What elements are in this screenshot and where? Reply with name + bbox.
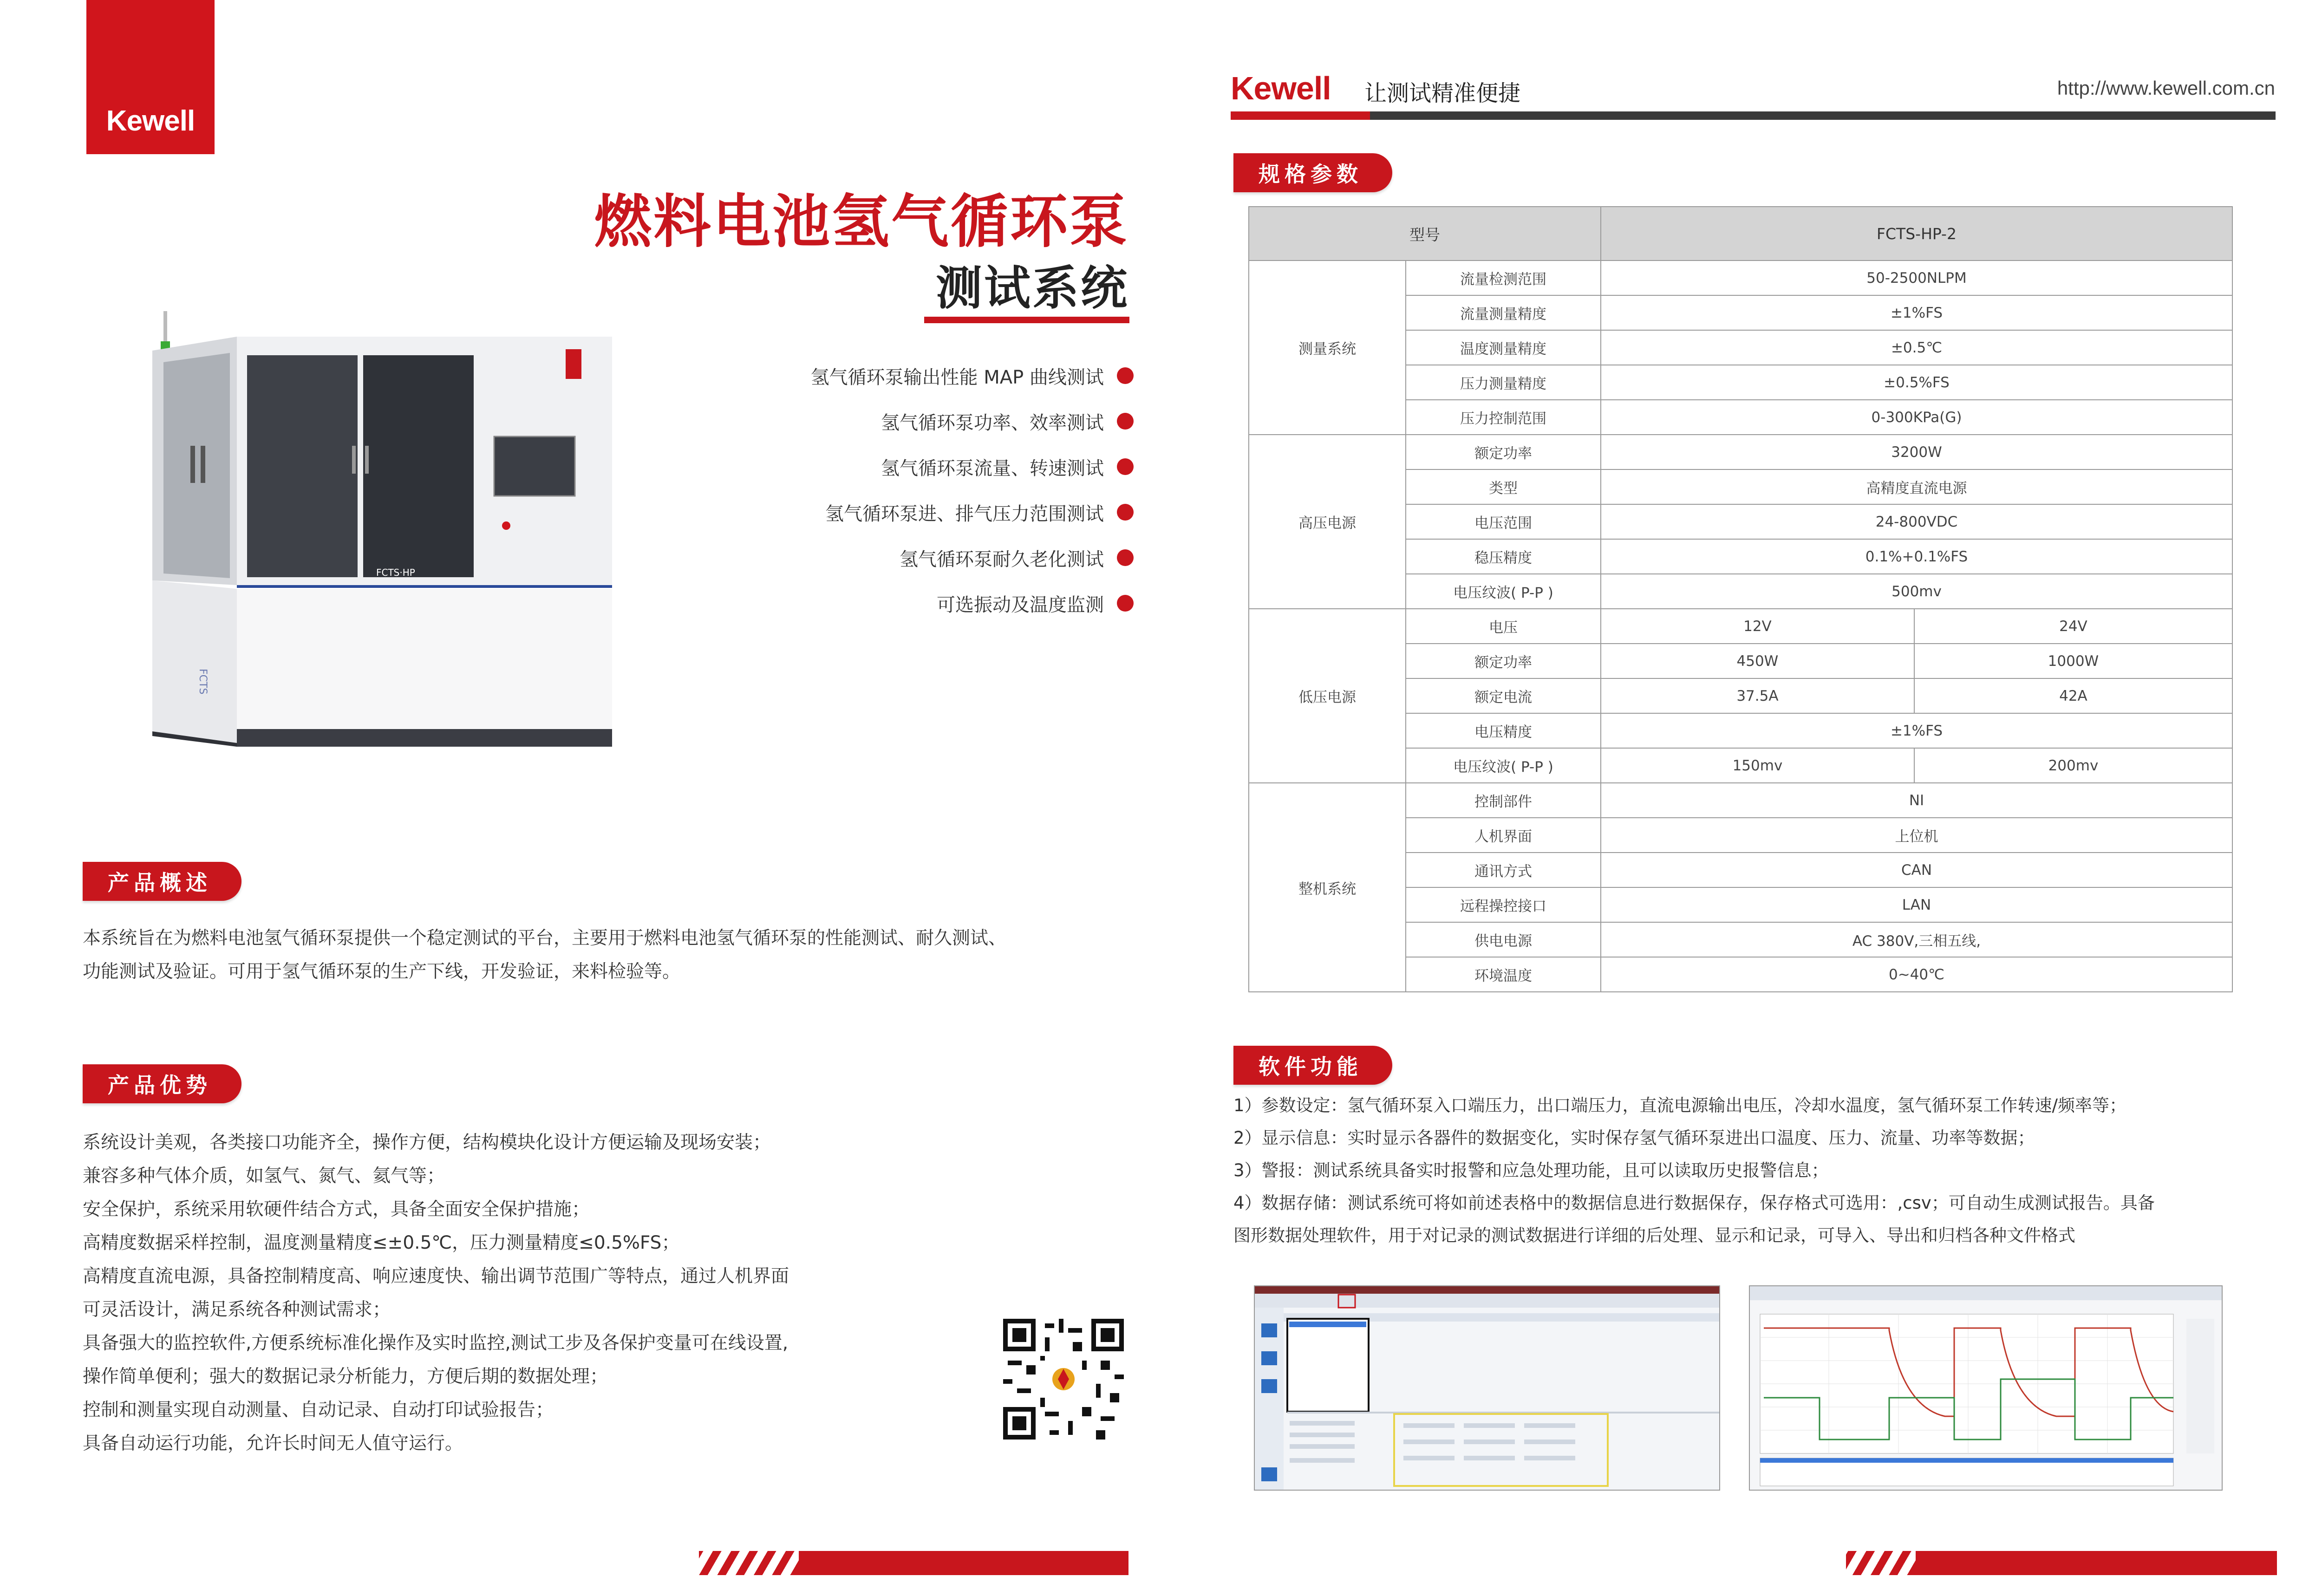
table-row: 额定电流 37.5A 42A [1249, 678, 2232, 713]
header-url-link[interactable]: http://www.kewell.com.cn [2057, 77, 2275, 99]
bullet-dot-icon [1117, 458, 1134, 475]
qr-code[interactable] [1003, 1319, 1124, 1440]
bullet-dot-icon [1117, 504, 1134, 521]
brand-logo-tab [86, 0, 215, 154]
header-divider [1231, 111, 2276, 120]
overview-text: 本系统旨在为燃料电池氢气循环泵提供一个稳定测试的平台，主要用于燃料电池氢气循环泵的性能测试、耐久测试、 功能测试及验证。可用于氢气循环泵的生产下线，开发验证，来料检验等。 [83, 928, 1007, 982]
table-header-row: 型号 FCTS-HP-2 [1249, 207, 2232, 261]
page-subtitle: 测试系统 [936, 261, 1129, 315]
header-divider-accent [1231, 111, 1370, 120]
table-row: 测量系统 流量检测范围 50-2500NLPM [1249, 261, 2232, 295]
table-row: 电压精度 ±1%FS [1249, 713, 2232, 748]
table-row: 电压纹波( P-P ) 150mv 200mv [1249, 748, 2232, 783]
table-row: 电压范围 24-800VDC [1249, 504, 2232, 539]
table-row: 稳压精度 0.1%+0.1%FS [1249, 539, 2232, 574]
product-machine-image [135, 297, 627, 757]
bullet-dot-icon [1117, 595, 1134, 612]
footer-stripe-left [699, 1551, 1128, 1575]
spec-table [1248, 206, 2233, 992]
table-row: 温度测量精度 ±0.5℃ [1249, 330, 2232, 365]
feature-item: 氢气循环泵输出性能 MAP 曲线测试 [623, 353, 1134, 398]
header-slogan: 让测试精准便捷 [1364, 80, 1521, 106]
machine-side-label: FCTS [197, 669, 209, 695]
footer-stripe-right [1846, 1551, 2277, 1575]
feature-item: 氢气循环泵进、排气压力范围测试 [623, 489, 1134, 535]
table-row: 流量测量精度 ±1%FS [1249, 295, 2232, 330]
table-row: 通讯方式 CAN [1249, 853, 2232, 887]
feature-item: 氢气循环泵流量、转速测试 [623, 444, 1134, 489]
table-row: 远程操控接口 LAN [1249, 887, 2232, 922]
table-row: 高压电源 额定功率 3200W [1249, 435, 2232, 469]
bullet-dot-icon [1117, 413, 1134, 430]
feature-item: 可选振动及温度监测 [623, 580, 1134, 626]
software-heading: 软件功能 [1233, 1046, 1392, 1085]
table-row: 低压电源 电压 12V 24V [1249, 609, 2232, 644]
advantages-text: 系统设计美观，各类接口功能齐全，操作方便，结构模块化设计方便运输及现场安装； 兼容多种气体介质，如氢气、氮气、氦气等； 安全保护，系统采用软硬件结合方式，具备全面安全保护措施； 高精度数据采样控制，温度测量精度≤±0.5℃，压力测量精度≤0.5%FS； 高精度直流电源，具备控制精度高、响应速度快、输出调节范围广等特点，通过人机界面 可灵活设计，满足系统各种测试需求； 具备强大的监控软件,方便系统标准化操作及实时监控,测试工步及各保护变量可在线设置, 操作简单便利；强大的数据记录分析能力，方便后期的数据处理； 控制和测量实现自动测量、自动记录、自动打印试验报告； 具备自动运行功能，允许长时间无人值守运行。 [83, 1132, 789, 1454]
table-row: 人机界面 上位机 [1249, 818, 2232, 853]
header-brand-logo: Kewell [1231, 70, 1331, 106]
table-row: 压力控制范围 0-300KPa(G) [1249, 400, 2232, 435]
feature-list [623, 353, 1134, 626]
bullet-dot-icon [1117, 367, 1134, 384]
software-screenshot-settings [1254, 1285, 1720, 1491]
feature-item: 氢气循环泵耐久老化测试 [623, 535, 1134, 580]
bullet-dot-icon [1117, 549, 1134, 566]
table-row: 供电电源 AC 380V,三相五线, [1249, 922, 2232, 957]
brand-logo: Kewell [106, 105, 195, 137]
page-title: 燃料电池氢气循环泵 [594, 189, 1129, 255]
advantages-heading: 产品优势 [83, 1064, 241, 1103]
feature-item: 氢气循环泵功率、效率测试 [623, 398, 1134, 444]
software-screenshot-curves [1749, 1285, 2223, 1491]
title-underline [924, 317, 1129, 323]
table-row: 环境温度 0~40℃ [1249, 957, 2232, 992]
table-row: 额定功率 450W 1000W [1249, 644, 2232, 678]
specs-heading: 规格参数 [1233, 153, 1392, 192]
overview-heading: 产品概述 [83, 862, 241, 901]
machine-model-label: FCTS·HP [376, 567, 415, 578]
table-row: 电压纹波( P-P ) 500mv [1249, 574, 2232, 609]
table-row: 类型 高精度直流电源 [1249, 469, 2232, 504]
table-row: 压力测量精度 ±0.5%FS [1249, 365, 2232, 400]
table-row: 整机系统 控制部件 NI [1249, 783, 2232, 818]
software-text: 1）参数设定：氢气循环泵入口端压力，出口端压力，直流电源输出电压，冷却水温度，氢气循环泵工作转速/频率等； 2）显示信息：实时显示各器件的数据变化，实时保存氢气循环泵进出口温度、压力、流量、功率等数据； 3）警报：测试系统具备实时报警和应急处理功能，且可以读取历史报警信息； 4）数据存储：测试系统可将如前述表格中的数据信息进行数据保存，保存格式可选用：,csv；可自动生成测试报告。具备 图形数据处理软件，用于对记录的测试数据进行详细的后处理、显示和记录，可导入、导出和归档各种文件格式 [1233, 1095, 2155, 1245]
